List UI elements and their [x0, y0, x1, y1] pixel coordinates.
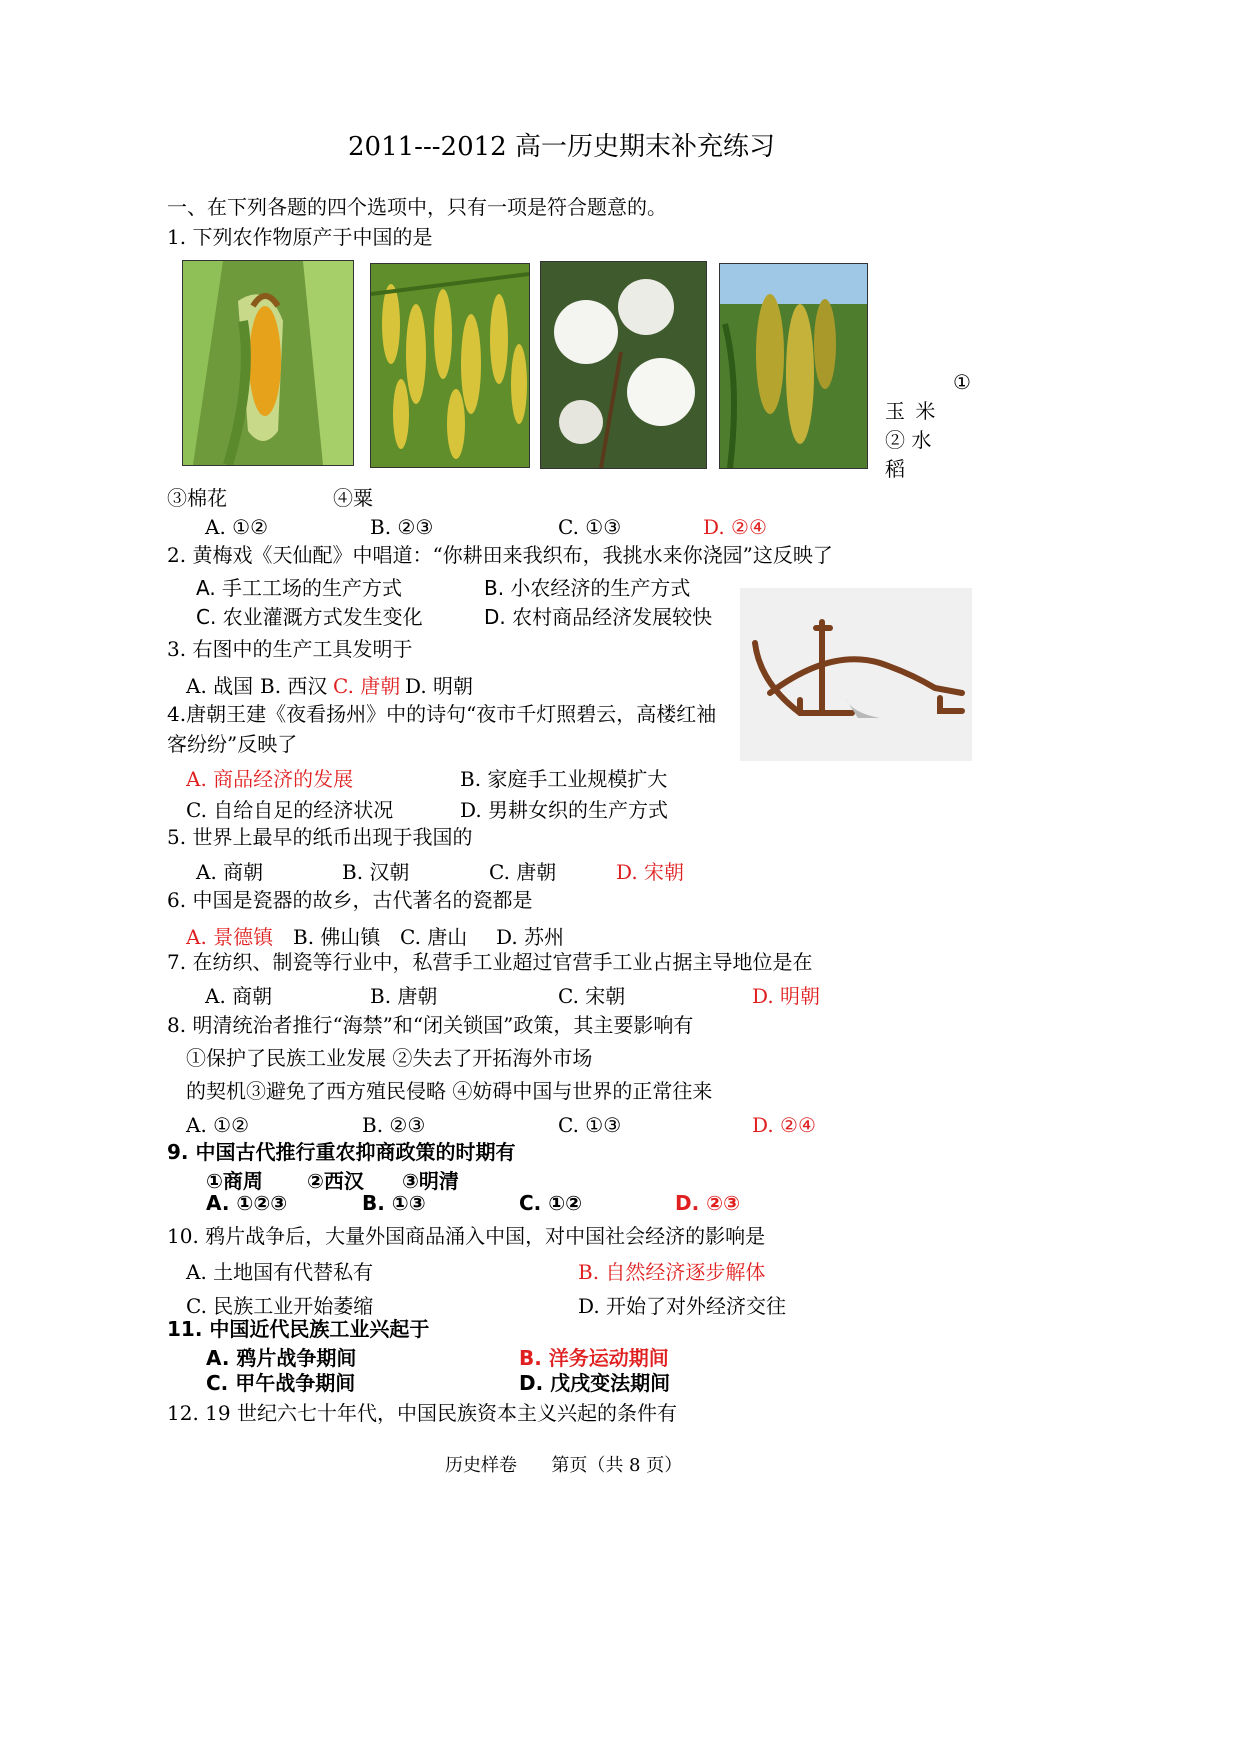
- question-8-line1: ①保护了民族工业发展 ②失去了开拓海外市场: [186, 1046, 593, 1070]
- caption-millet: ④粟: [333, 486, 373, 510]
- section-heading: 一、在下列各题的四个选项中，只有一项是符合题意的。: [167, 195, 667, 219]
- millet-photo: [719, 263, 868, 469]
- q3-option-a: A. 战国: [186, 674, 254, 698]
- q9-item-2: ②西汉: [307, 1169, 364, 1193]
- q9-option-d: D. ②③: [675, 1191, 741, 1215]
- caption-cotton: ③棉花: [167, 486, 227, 510]
- q2-option-c: C. 农业灌溉方式发生变化: [196, 605, 423, 629]
- question-4-stem-line2: 客纷纷”反映了: [167, 732, 298, 756]
- q9-option-b: B. ①③: [362, 1191, 426, 1215]
- question-10-stem: 10. 鸦片战争后，大量外国商品涌入中国，对中国社会经济的影响是: [167, 1224, 766, 1248]
- q11-option-c: C. 甲午战争期间: [206, 1371, 356, 1395]
- plow-image: [740, 588, 972, 761]
- caption-rice-end: 稻: [885, 457, 905, 481]
- q9-option-c: C. ①②: [519, 1191, 583, 1215]
- q9-item-3: ③明清: [402, 1169, 459, 1193]
- q2-option-d: D. 农村商品经济发展较快: [484, 605, 713, 629]
- caption-2-rice: ② 水: [885, 428, 932, 452]
- q7-option-d: D. 明朝: [752, 984, 821, 1008]
- q11-option-d: D. 戊戌变法期间: [519, 1371, 671, 1395]
- q3-option-c: C. 唐朝: [333, 674, 401, 698]
- q4-option-c: C. 自给自足的经济状况: [186, 798, 394, 822]
- question-12-stem: 12. 19 世纪六七十年代，中国民族资本主义兴起的条件有: [167, 1401, 677, 1425]
- q6-option-b: B. 佛山镇: [293, 925, 381, 949]
- question-2-stem: 2. 黄梅戏《天仙配》中唱道：“你耕田来我织布，我挑水来你浇园”这反映了: [167, 543, 833, 567]
- q6-option-a: A. 景德镇: [186, 925, 274, 949]
- q8-option-a: A. ①②: [186, 1113, 250, 1137]
- page-title: 2011---2012 高一历史期末补充练习: [348, 132, 775, 162]
- caption-corn: 玉 米: [885, 399, 936, 423]
- q11-option-b: B. 洋务运动期间: [519, 1346, 669, 1370]
- q8-option-b: B. ②③: [362, 1113, 426, 1137]
- q8-option-c: C. ①③: [558, 1113, 622, 1137]
- q4-option-b: B. 家庭手工业规模扩大: [460, 767, 668, 791]
- q10-option-a: A. 土地国有代替私有: [186, 1260, 374, 1284]
- q10-option-c: C. 民族工业开始萎缩: [186, 1294, 374, 1318]
- q1-option-d: D. ②④: [703, 515, 767, 539]
- q10-option-b: B. 自然经济逐步解体: [578, 1260, 766, 1284]
- caption-1: ①: [953, 370, 971, 394]
- q3-option-b: B. 西汉: [260, 674, 328, 698]
- question-8-line2: 的契机③避免了西方殖民侵略 ④妨碍中国与世界的正常往来: [186, 1079, 713, 1103]
- q11-option-a: A. 鸦片战争期间: [206, 1346, 357, 1370]
- q1-option-c: C. ①③: [558, 515, 622, 539]
- page-footer: 历史样卷 第页（共 8 页）: [445, 1455, 683, 1476]
- question-6-stem: 6. 中国是瓷器的故乡，古代著名的瓷都是: [167, 888, 533, 912]
- q7-option-c: C. 宋朝: [558, 984, 626, 1008]
- question-7-stem: 7. 在纺织、制瓷等行业中，私营手工业超过官营手工业占据主导地位是在: [167, 950, 813, 974]
- q10-option-d: D. 开始了对外经济交往: [578, 1294, 787, 1318]
- question-4-stem-line1: 4.唐朝王建《夜看扬州》中的诗句“夜市千灯照碧云，高楼红袖: [167, 702, 717, 726]
- q5-option-c: C. 唐朝: [489, 860, 557, 884]
- q1-option-a: A. ①②: [205, 515, 269, 539]
- q9-option-a: A. ①②③: [206, 1191, 288, 1215]
- q6-option-d: D. 苏州: [496, 925, 565, 949]
- q5-option-b: B. 汉朝: [342, 860, 410, 884]
- cotton-photo: [540, 261, 707, 469]
- question-5-stem: 5. 世界上最早的纸币出现于我国的: [167, 825, 473, 849]
- question-8-stem: 8. 明清统治者推行“海禁”和“闭关锁国”政策，其主要影响有: [167, 1013, 694, 1037]
- question-11-stem: 11. 中国近代民族工业兴起于: [167, 1317, 430, 1341]
- q7-option-a: A. 商朝: [205, 984, 273, 1008]
- question-1-stem: 1. 下列农作物原产于中国的是: [167, 225, 433, 249]
- q5-option-d: D. 宋朝: [616, 860, 685, 884]
- corn-photo: [182, 260, 354, 466]
- q4-option-a: A. 商品经济的发展: [186, 767, 354, 791]
- q5-option-a: A. 商朝: [196, 860, 264, 884]
- q2-option-a: A. 手工工场的生产方式: [196, 576, 403, 600]
- question-9-stem: 9. 中国古代推行重农抑商政策的时期有: [167, 1140, 516, 1164]
- q8-option-d: D. ②④: [752, 1113, 816, 1137]
- q1-option-b: B. ②③: [370, 515, 434, 539]
- q2-option-b: B. 小农经济的生产方式: [484, 576, 691, 600]
- question-3-stem: 3. 右图中的生产工具发明于: [167, 637, 413, 661]
- q3-option-d: D. 明朝: [405, 674, 474, 698]
- q7-option-b: B. 唐朝: [370, 984, 438, 1008]
- rice-photo: [370, 263, 530, 468]
- q6-option-c: C. 唐山: [400, 925, 468, 949]
- q9-item-1: ①商周: [206, 1169, 263, 1193]
- q4-option-d: D. 男耕女织的生产方式: [460, 798, 669, 822]
